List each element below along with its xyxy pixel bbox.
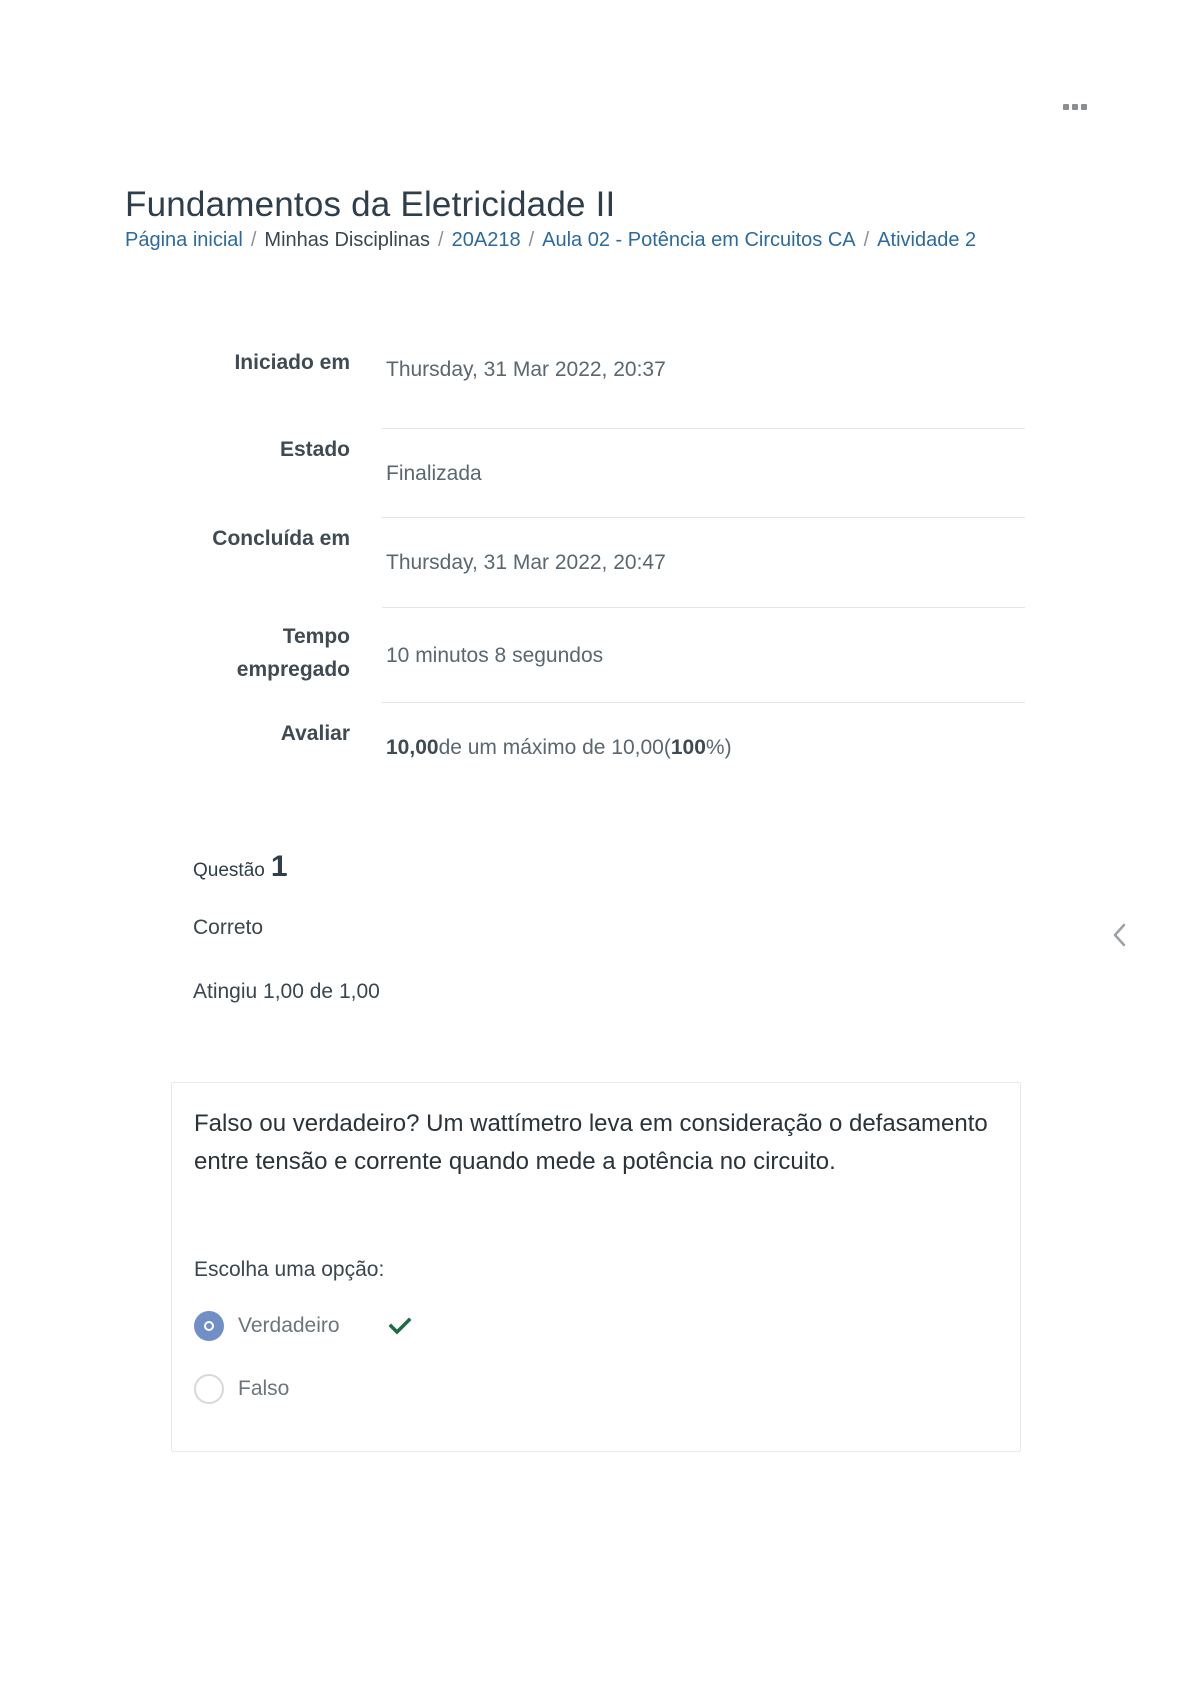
summary-value: Thursday, 31 Mar 2022, 20:47 [386, 551, 666, 574]
summary-row-grade [125, 703, 1025, 793]
option-false[interactable] [194, 1374, 388, 1404]
summary-label: Avaliar [280, 722, 350, 745]
summary-row-state [125, 429, 1025, 518]
summary-value: Thursday, 31 Mar 2022, 20:37 [386, 357, 666, 381]
breadcrumb-lesson[interactable]: Aula 02 - Potência em Circuitos CA [542, 229, 856, 251]
check-icon [388, 1316, 412, 1336]
question-state: Correto [193, 916, 264, 939]
option-label: Verdadeiro [238, 1314, 340, 1337]
breadcrumb-separator: / [250, 229, 257, 251]
radio-dot [204, 1321, 214, 1331]
question-number [193, 850, 288, 884]
question-grade: Atingiu 1,00 de 1,00 [193, 980, 380, 1003]
summary-label: Iniciado em [234, 351, 350, 374]
grade-suffix: %) [705, 736, 732, 759]
summary-label [125, 608, 366, 703]
grade-middle: de um máximo de 10,00( [438, 736, 671, 759]
summary-label-line: Tempo [282, 625, 350, 648]
radio-unselected[interactable] [194, 1374, 224, 1404]
summary-value: 10 minutos 8 segundos [386, 643, 604, 667]
breadcrumb-course[interactable]: 20A218 [451, 229, 521, 251]
summary-row-completed [125, 518, 1025, 608]
breadcrumb-my-courses: Minhas Disciplinas [264, 229, 431, 251]
more-dot-icon [1081, 104, 1087, 110]
breadcrumb-separator: / [528, 229, 535, 251]
question-text: Falso ou verdadeiro? Um wattímetro leva em consideração o defasamento entre tensão e corrente quando mede a potência no circuito. [194, 1110, 988, 1175]
summary-value: Finalizada [386, 461, 482, 485]
question-number-value: 1 [270, 850, 288, 883]
breadcrumb-separator: / [438, 229, 444, 251]
more-dot-icon [1063, 104, 1069, 110]
answer-prompt: Escolha uma opção: [194, 1258, 385, 1281]
grade-score: 10,00 [386, 736, 439, 759]
summary-label-line: empregado [236, 658, 350, 681]
radio-selected[interactable] [194, 1311, 224, 1341]
summary-value [366, 703, 1025, 793]
question-label: Questão [193, 860, 265, 881]
breadcrumb-separator: / [863, 229, 870, 251]
breadcrumb-activity[interactable]: Atividade 2 [877, 229, 977, 251]
more-dot-icon [1072, 104, 1078, 110]
breadcrumb-home[interactable]: Página inicial [125, 229, 243, 251]
attempt-summary [125, 340, 1025, 793]
question-info [193, 850, 380, 1003]
grade-percent: 100 [670, 736, 706, 759]
summary-label: Concluída em [212, 527, 350, 550]
chevron-left-icon [1108, 920, 1132, 950]
previous-question-button[interactable] [1108, 920, 1132, 950]
page-title: Fundamentos da Eletricidade II [125, 185, 616, 224]
summary-row-time [125, 608, 1025, 703]
option-label: Falso [238, 1377, 290, 1400]
summary-row-started [125, 340, 1025, 429]
summary-label: Estado [279, 438, 350, 461]
more-actions-button[interactable] [1062, 100, 1088, 114]
question-content [171, 1082, 1021, 1452]
option-true[interactable] [194, 1311, 412, 1341]
breadcrumb [125, 229, 976, 252]
